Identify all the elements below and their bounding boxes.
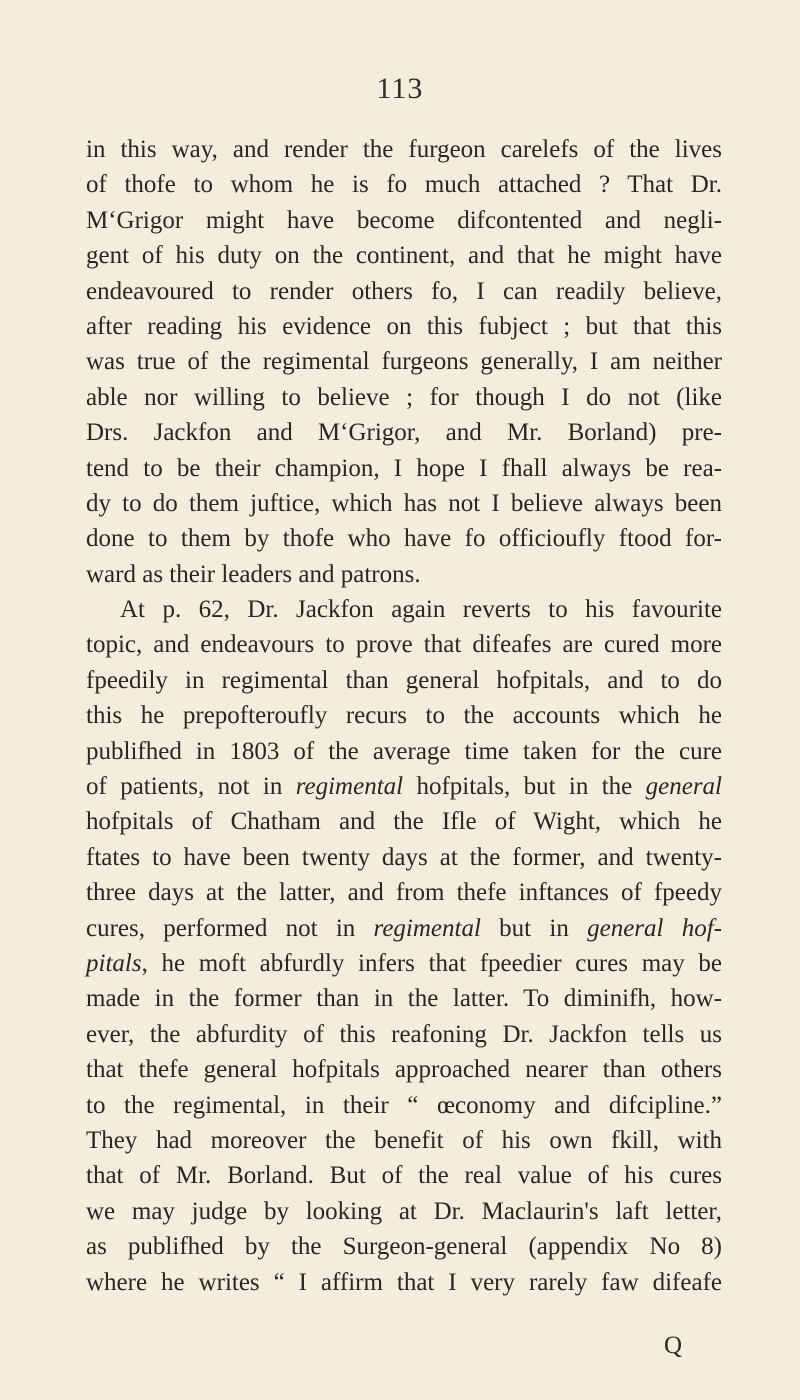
text-line: we may judge by looking at Dr. Maclaurin's laft letter,: [86, 1197, 722, 1225]
text-line: of thofe to whom he is fo much attached ? That Dr.: [86, 171, 722, 199]
text-line: endeavoured to render others fo, I can readily believe,: [86, 277, 722, 305]
text-line: three days at the latter, and from thefe inftances of fpeedy: [86, 879, 722, 907]
body-text: [86, 132, 722, 1300]
text-line: cures, performed not in regimental but in general hof-: [86, 914, 722, 942]
text-line: topic, and endeavours to prove that difeafes are cured more: [86, 631, 722, 659]
text-line: tend to be their champion, I hope I fhall always be rea-: [86, 454, 722, 482]
text-line: was true of the regimental furgeons generally, I am neither: [86, 348, 722, 376]
text-line: At p. 62, Dr. Jackfon again reverts to his favourite: [120, 596, 722, 624]
text-line: They had moreover the benefit of his own fkill, with: [86, 1126, 722, 1154]
text-line: hofpitals of Chatham and the Ifle of Wight, which he: [86, 808, 722, 836]
text-line: publifhed in 1803 of the average time taken for the cure: [86, 737, 722, 765]
text-line: ftates to have been twenty days at the former, and twenty-: [86, 843, 722, 871]
text-line: Drs. Jackfon and M‘Grigor, and Mr. Borland) pre-: [86, 419, 722, 447]
text-line: that of Mr. Borland. But of the real value of his cures: [86, 1162, 722, 1190]
text-line: done to them by thofe who have fo officioufly ftood for-: [86, 525, 722, 553]
text-line: pitals, he moft abfurdly infers that fpeedier cures may be: [86, 949, 722, 977]
text-line: gent of his duty on the continent, and that he might have: [86, 242, 722, 270]
text-line: made in the former than in the latter. To diminifh, how-: [86, 985, 722, 1013]
text-line: dy to do them juftice, which has not I believe always been: [86, 489, 722, 517]
page-number: 113: [376, 72, 424, 105]
text-line: after reading his evidence on this fubject ; but that this: [86, 312, 722, 340]
text-line: that thefe general hofpitals approached nearer than others: [86, 1056, 722, 1084]
text-line: ever, the abfurdity of this reafoning Dr. Jackfon tells us: [86, 1020, 722, 1048]
text-line: as publifhed by the Surgeon-general (appendix No 8): [86, 1233, 722, 1261]
text-line: in this way, and render the furgeon carelefs of the lives: [86, 136, 722, 163]
text-line: ward as their leaders and patrons.: [86, 560, 421, 588]
text-line: this he prepofteroufly recurs to the accounts which he: [86, 702, 722, 730]
text-line: to the regimental, in their “ œconomy and difcipline.”: [86, 1091, 722, 1119]
text-line: M‘Grigor might have become difcontented and negli-: [86, 206, 722, 234]
text-line: fpeedily in regimental than general hofpitals, and to do: [86, 666, 722, 694]
text-line: able nor willing to believe ; for though I do not (like: [86, 383, 722, 411]
text-line: of patients, not in regimental hofpitals, but in the general: [86, 773, 723, 801]
catchword: Q: [664, 1332, 683, 1359]
text-line: where he writes “ I affirm that I very rarely faw difeafe: [86, 1268, 722, 1296]
